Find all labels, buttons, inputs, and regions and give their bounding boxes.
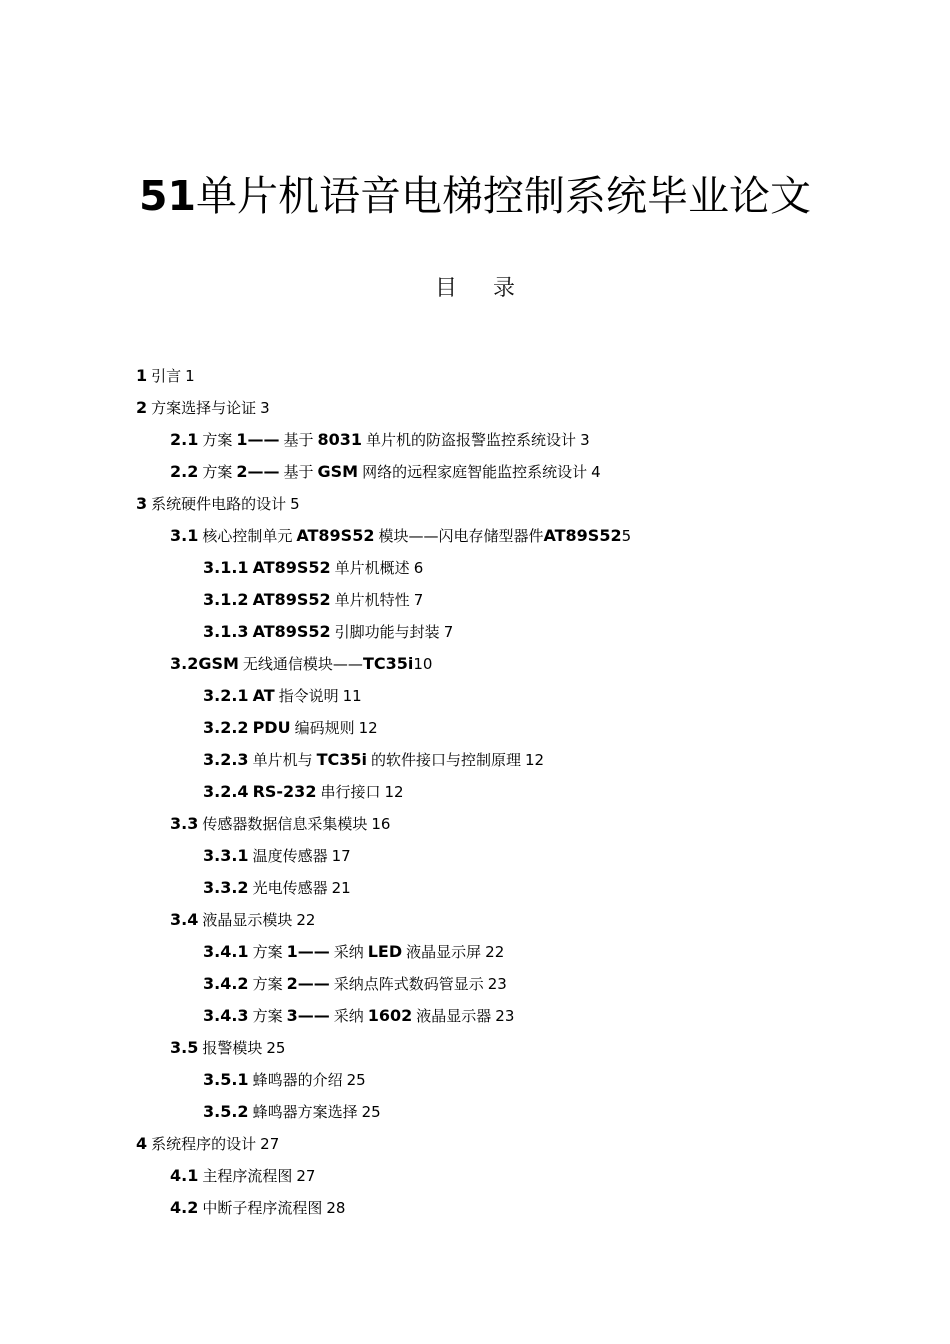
toc-entry-text: 采纳 [333, 1007, 364, 1025]
toc-entry-text: GSM [317, 462, 359, 481]
toc-entry-text: 方案 [202, 431, 233, 449]
toc-entry-text: 2—— [286, 974, 330, 993]
toc-page-number: 16 [371, 815, 391, 833]
toc-entry-text: 报警模块 [202, 1039, 263, 1057]
toc-entry-text: 2.2 [170, 462, 199, 481]
toc-entry-text: 3.5.1 [203, 1070, 249, 1089]
document-title-number: 51 [138, 172, 197, 220]
document-title [0, 168, 950, 224]
toc-entry-text: 中断子程序流程图 [202, 1199, 323, 1217]
toc-entry[interactable] [0, 1098, 950, 1130]
toc-entry[interactable] [0, 1130, 950, 1162]
toc-entry-text: 液晶显示模块 [202, 911, 293, 929]
toc-entry-text: 模块——闪电存储型器件 [378, 527, 544, 545]
toc-page-number: 5 [621, 527, 632, 545]
toc-entry-text: 3.3.2 [203, 878, 249, 897]
toc-entry-text: LED [367, 942, 403, 961]
toc-page-number: 1 [185, 367, 195, 385]
toc-page-number: 17 [331, 847, 351, 865]
table-of-contents [0, 362, 950, 1226]
toc-entry-text: 3.4.1 [203, 942, 249, 961]
toc-entry[interactable] [0, 970, 950, 1002]
toc-page-number: 10 [413, 655, 433, 673]
toc-entry[interactable] [0, 554, 950, 586]
toc-page-number: 25 [361, 1103, 381, 1121]
toc-entry-text: 3.3 [170, 814, 199, 833]
toc-page-number: 7 [413, 591, 424, 609]
toc-entry-text: 无线通信模块—— [242, 655, 363, 673]
toc-entry-text: 指令说明 [278, 687, 339, 705]
toc-page-number: 23 [495, 1007, 515, 1025]
toc-page-number: 28 [326, 1199, 346, 1217]
toc-entry-text: 方案选择与论证 [151, 399, 257, 417]
toc-entry[interactable] [0, 458, 950, 490]
toc-entry-text: 3.2GSM [170, 654, 239, 673]
toc-entry-text: 3.2.2 [203, 718, 249, 737]
toc-entry-text: AT89S52 [543, 526, 622, 545]
toc-entry-text: 单片机的防盗报警监控系统设计 [366, 431, 577, 449]
toc-entry-text: 3—— [286, 1006, 330, 1025]
toc-entry[interactable] [0, 746, 950, 778]
toc-entry-text: 1602 [367, 1006, 413, 1025]
toc-entry-text: AT [252, 686, 275, 705]
toc-entry[interactable] [0, 714, 950, 746]
toc-entry-text: 系统程序的设计 [151, 1135, 257, 1153]
toc-entry-text: 3.4.2 [203, 974, 249, 993]
toc-entry[interactable] [0, 938, 950, 970]
toc-entry-text: 光电传感器 [252, 879, 328, 897]
document-title-text: 单片机语音电梯控制系统毕业论文 [196, 172, 812, 220]
toc-page-number: 12 [358, 719, 378, 737]
toc-entry-text: 1—— [236, 430, 280, 449]
toc-entry-text: 的软件接口与控制原理 [370, 751, 521, 769]
toc-entry-text: 3.2.3 [203, 750, 249, 769]
toc-entry-text: AT89S52 [296, 526, 375, 545]
toc-entry-text: 4 [136, 1134, 148, 1153]
toc-heading-left: 目 [434, 276, 457, 301]
toc-page-number: 25 [346, 1071, 366, 1089]
toc-entry[interactable] [0, 810, 950, 842]
toc-entry-text: 引脚功能与封装 [334, 623, 440, 641]
toc-entry-text: 3.4 [170, 910, 199, 929]
toc-entry-text: 单片机特性 [334, 591, 410, 609]
toc-entry[interactable] [0, 650, 950, 682]
toc-entry-text: TC35i [362, 654, 414, 673]
toc-page-number: 27 [260, 1135, 280, 1153]
toc-entry-text: 温度传感器 [252, 847, 328, 865]
toc-entry[interactable] [0, 906, 950, 938]
toc-entry-text: 传感器数据信息采集模块 [202, 815, 368, 833]
toc-page-number: 25 [266, 1039, 286, 1057]
toc-entry-text: 蜂鸣器方案选择 [252, 1103, 358, 1121]
toc-page-number: 7 [443, 623, 454, 641]
toc-entry-text: 方案 [202, 463, 233, 481]
toc-entry-text: RS-232 [252, 782, 317, 801]
toc-page-number: 11 [342, 687, 362, 705]
toc-entry-text: 3.5 [170, 1038, 199, 1057]
toc-entry-text: 蜂鸣器的介绍 [252, 1071, 343, 1089]
toc-entry[interactable] [0, 426, 950, 458]
toc-heading-right: 录 [493, 276, 516, 301]
toc-entry[interactable] [0, 490, 950, 522]
toc-entry-text: 系统硬件电路的设计 [151, 495, 287, 513]
toc-entry-text: 8031 [317, 430, 363, 449]
toc-entry-text: 网络的远程家庭智能监控系统设计 [362, 463, 588, 481]
toc-entry-text: 采纳 [333, 943, 364, 961]
toc-entry-text: 单片机与 [252, 751, 313, 769]
toc-entry-text: 3.2.1 [203, 686, 249, 705]
toc-entry[interactable] [0, 1034, 950, 1066]
toc-entry-text: 1—— [286, 942, 330, 961]
toc-entry-text: 3.5.2 [203, 1102, 249, 1121]
toc-page-number: 27 [296, 1167, 316, 1185]
toc-page-number: 5 [290, 495, 300, 513]
toc-entry[interactable] [0, 778, 950, 810]
toc-entry-text: 3.1.1 [203, 558, 249, 577]
toc-entry-text: 编码规则 [294, 719, 355, 737]
toc-entry-text: 液晶显示屏 [406, 943, 482, 961]
toc-entry[interactable] [0, 522, 950, 554]
toc-entry-text: 2—— [236, 462, 280, 481]
toc-entry-text: AT89S52 [252, 558, 331, 577]
toc-entry[interactable] [0, 618, 950, 650]
toc-entry-text: 串行接口 [320, 783, 381, 801]
toc-page-number: 3 [580, 431, 590, 449]
toc-page-number: 6 [413, 559, 424, 577]
toc-entry-text: 2 [136, 398, 148, 417]
toc-page-number: 12 [525, 751, 545, 769]
toc-entry-text: 3.1.3 [203, 622, 249, 641]
toc-entry-text: 液晶显示器 [416, 1007, 492, 1025]
toc-entry-text: 方案 [252, 975, 283, 993]
toc-page-number: 23 [487, 975, 507, 993]
toc-entry-text: 1 [136, 366, 148, 385]
toc-entry-text: 3.4.3 [203, 1006, 249, 1025]
toc-entry[interactable] [0, 1162, 950, 1194]
toc-entry[interactable] [0, 874, 950, 906]
toc-page-number: 22 [296, 911, 316, 929]
toc-page-number: 4 [591, 463, 601, 481]
toc-entry-text: 核心控制单元 [202, 527, 293, 545]
toc-entry-text: 4.1 [170, 1166, 199, 1185]
toc-entry[interactable] [0, 1194, 950, 1226]
toc-page-number: 12 [384, 783, 404, 801]
toc-entry-text: 3 [136, 494, 148, 513]
toc-entry-text: 方案 [252, 1007, 283, 1025]
toc-entry-text: 引言 [151, 367, 182, 385]
toc-page-number: 22 [485, 943, 505, 961]
toc-page-number: 21 [331, 879, 351, 897]
toc-entry[interactable] [0, 586, 950, 618]
toc-entry-text: 3.1.2 [203, 590, 249, 609]
toc-page-number: 3 [260, 399, 270, 417]
toc-entry-text: 采纳点阵式数码管显示 [333, 975, 484, 993]
toc-entry[interactable] [0, 1002, 950, 1034]
toc-heading [0, 274, 950, 304]
toc-entry-text: 2.1 [170, 430, 199, 449]
toc-entry-text: TC35i [316, 750, 367, 769]
toc-entry-text: 3.2.4 [203, 782, 249, 801]
toc-entry-text: 主程序流程图 [202, 1167, 293, 1185]
toc-entry-text: 方案 [252, 943, 283, 961]
toc-entry[interactable] [0, 394, 950, 426]
toc-entry[interactable] [0, 842, 950, 874]
toc-entry-text: PDU [252, 718, 291, 737]
toc-entry-text: AT89S52 [252, 590, 331, 609]
toc-entry-text: 3.3.1 [203, 846, 249, 865]
toc-entry-text: 基于 [283, 463, 314, 481]
toc-entry[interactable] [0, 362, 950, 394]
toc-entry-text: 4.2 [170, 1198, 199, 1217]
toc-entry[interactable] [0, 1066, 950, 1098]
toc-entry-text: 3.1 [170, 526, 199, 545]
toc-entry-text: 基于 [283, 431, 314, 449]
toc-entry-text: AT89S52 [252, 622, 331, 641]
toc-entry[interactable] [0, 682, 950, 714]
toc-entry-text: 单片机概述 [334, 559, 410, 577]
